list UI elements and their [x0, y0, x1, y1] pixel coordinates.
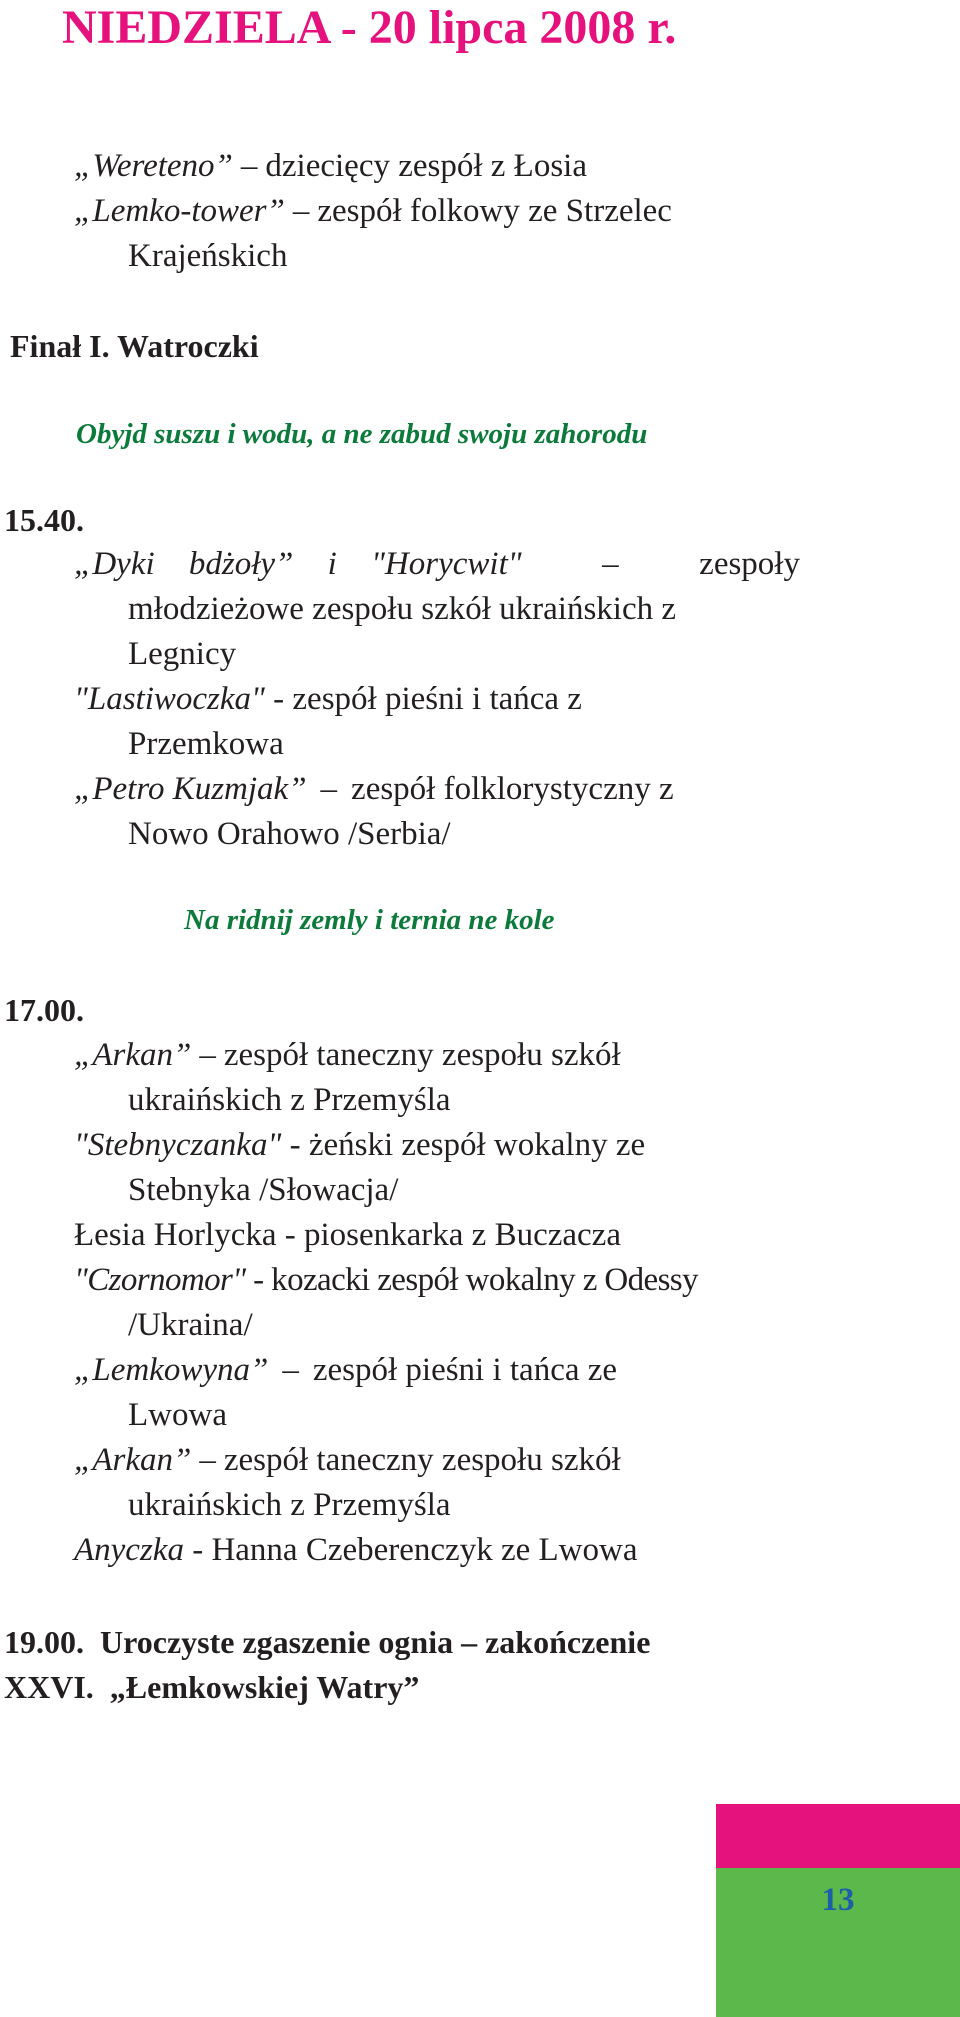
- closing-line: XXVI. „Łemkowskiej Watry”: [4, 1669, 420, 1705]
- performer-line: [74, 1438, 621, 1483]
- performer-continuation: Nowo Orahowo /Serbia/: [128, 816, 451, 852]
- dash: –: [602, 546, 619, 582]
- dash: –: [282, 1352, 299, 1388]
- performer-name: „Petro Kuzmjak”: [74, 771, 307, 807]
- performer-continuation: ukraińskich z Przemyśla: [128, 1082, 451, 1118]
- performer-desc: zespoły: [699, 546, 800, 582]
- performer-continuation: młodzieżowe zespołu szkół ukraińskich z: [128, 591, 676, 627]
- section-motto: Na ridnij zemly i ternia ne kole: [184, 904, 555, 936]
- magenta-corner-bar: [716, 1804, 960, 1868]
- performer-name: „Lemko-tower”: [74, 193, 285, 229]
- performer-desc: - kozacki zespół wokalny z Odessy: [253, 1262, 698, 1298]
- performer-line: [74, 542, 800, 587]
- performer-name: "Lastiwoczka": [74, 681, 265, 717]
- performer-name: „Arkan”: [74, 1442, 192, 1478]
- performer-name: „Dyki bdżoły” i "Horycwit": [74, 546, 522, 582]
- performer-line: [74, 1033, 621, 1078]
- performer-continuation: Lwowa: [128, 1397, 227, 1433]
- performer-line: [74, 767, 674, 812]
- performer-name: „Wereteno”: [74, 148, 233, 184]
- performer-line: [74, 1123, 645, 1168]
- dash: –: [240, 148, 258, 184]
- performer-line: [74, 144, 587, 189]
- performer-desc: zespół pieśni i tańca ze: [312, 1352, 618, 1388]
- time-label: 15.40.: [4, 502, 84, 538]
- performer-desc: zespół folklorystyczny z: [351, 771, 674, 807]
- performer-desc: zespół folkowy ze Strzelec: [317, 193, 672, 229]
- page-number: 13: [821, 1882, 855, 1918]
- performer-continuation: ukraińskich z Przemyśla: [128, 1487, 451, 1523]
- performer-name: „Arkan”: [74, 1037, 192, 1073]
- performer-continuation: /Ukraina/: [128, 1307, 253, 1343]
- performer-continuation: Przemkowa: [128, 726, 284, 762]
- performer-continuation: Krajeńskich: [128, 238, 288, 274]
- performer-name: "Stebnyczanka": [74, 1127, 282, 1163]
- performer-name: Anyczka: [74, 1532, 184, 1568]
- dash: –: [320, 771, 338, 807]
- performer-desc: - Hanna Czeberenczyk ze Lwowa: [192, 1532, 638, 1568]
- closing-line: 19.00. Uroczyste zgaszenie ognia – zakończenie: [4, 1624, 651, 1660]
- performer-name: "Czornomor": [74, 1262, 246, 1298]
- performer-line: [74, 1528, 637, 1573]
- performer-name: „Lemkowyna”: [74, 1352, 269, 1388]
- performer-line: Łesia Horlycka - piosenkarka z Buczacza: [74, 1217, 621, 1253]
- dash: –: [292, 193, 310, 229]
- dash: –: [199, 1442, 216, 1478]
- time-label: 17.00.: [4, 992, 84, 1028]
- performer-continuation: Stebnyka /Słowacja/: [128, 1172, 399, 1208]
- performer-desc: zespół taneczny zespołu szkół: [223, 1442, 621, 1478]
- performer-desc: - zespół pieśni i tańca z: [273, 681, 582, 717]
- section-motto: Obyjd suszu i wodu, a ne zabud swoju zahorodu: [76, 418, 648, 450]
- performer-line: [74, 1258, 698, 1303]
- performer-desc: zespół taneczny zespołu szkół: [223, 1037, 621, 1073]
- page-title: NIEDZIELA - 20 lipca 2008 r.: [62, 1, 677, 54]
- performer-continuation: Legnicy: [128, 636, 237, 672]
- section-header: Finał I. Watroczki: [10, 328, 259, 364]
- performer-line: [74, 677, 582, 722]
- performer-desc: - żeński zespół wokalny ze: [289, 1127, 646, 1163]
- performer-line: [74, 189, 672, 234]
- performer-line: [74, 1348, 617, 1393]
- dash: –: [199, 1037, 216, 1073]
- performer-desc: dziecięcy zespół z Łosia: [265, 148, 587, 184]
